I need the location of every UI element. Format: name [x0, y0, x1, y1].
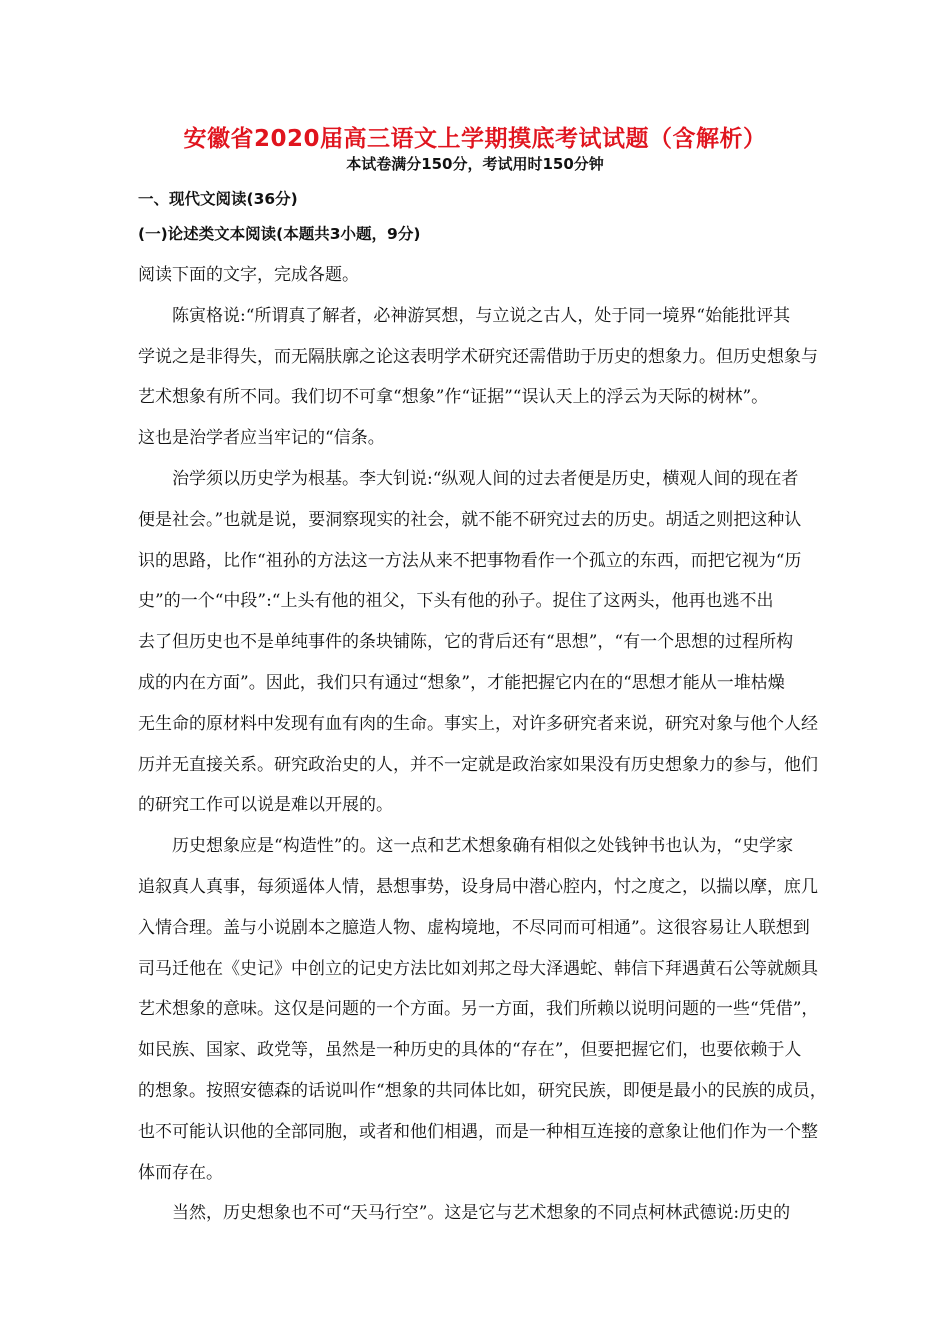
instruction-line: 阅读下面的文字，完成各题。 [138, 265, 359, 285]
paragraph-line: 陈寅格说:“所谓真了解者，必神游冥想，与立说之古人，处于同一境界“始能批评其 [172, 305, 791, 326]
subsection-heading: (一)论述类文本阅读(本题共3小题，9分) [138, 225, 421, 243]
paragraph-line: 追叙真人真事，每须遥体人情，悬想事势，设身局中潜心腔内，忖之度之，以揣以摩，庶几 [138, 876, 818, 897]
paragraph-line: 司马迁他在《史记》中创立的记史方法比如刘邦之母大泽遇蛇、韩信下拜遇黄石公等就颇具 [138, 958, 818, 979]
paragraph-line: 艺术想象有所不同。我们切不可拿“想象”作“证据”“误认天上的浮云为天际的树林”。 [138, 387, 769, 408]
paragraph-line: 体而存在。 [138, 1162, 223, 1183]
paragraph-line: 学说之是非得失，而无隔肤廓之论这表明学术研究还需借助于历史的想象力。但历史想象与 [138, 346, 818, 367]
paragraph-line: 历史想象应是“构造性”的。这一点和艺术想象确有相似之处钱钟书也认为，“史学家 [172, 836, 794, 857]
paragraph-line: 入情合理。盖与小说剧本之臆造人物、虚构境地，不尽同而可相通”。这很容易让人联想到 [138, 917, 810, 938]
document-subtitle: 本试卷满分150分，考试用时150分钟 [346, 155, 604, 173]
paragraph-line: 也不可能认识他的全部同胞，或者和他们相遇，而是一种相互连接的意象让他们作为一个整 [138, 1121, 818, 1142]
section-heading: 一、现代文阅读(36分) [138, 190, 298, 208]
paragraph-line: 的想象。按照安德森的话说叫作“想象的共同体比如，研究民族，即便是最小的民族的成员， [138, 1080, 827, 1101]
paragraph-line: 便是社会。”也就是说，要洞察现实的社会，就不能不研究过去的历史。胡适之则把这种认 [138, 509, 802, 530]
paragraph-line: 识的思路，比作“祖孙的方法这一方法从来不把事物看作一个孤立的东西，而把它视为“历 [138, 550, 802, 571]
paragraph-line: 的研究工作可以说是难以开展的。 [138, 795, 393, 816]
paragraph-line: 如民族、国家、政党等，虽然是一种历史的具体的“存在”，但要把握它们，也要依赖于人 [138, 1040, 802, 1061]
paragraph-line: 当然，历史想象也不可“天马行空”。这是它与艺术想象的不同点柯林武德说:历史的 [172, 1203, 791, 1224]
paragraph-line: 治学须以历史学为根基。李大钊说:“纵观人间的过去者便是历史，横观人间的现在者 [172, 468, 799, 489]
paragraph-line: 艺术想象的意味。这仅是问题的一个方面。另一方面，我们所赖以说明问题的一些“凭借”， [138, 999, 819, 1020]
paragraph-line: 这也是治学者应当牢记的“信条。 [138, 428, 385, 449]
paragraph-line: 史”的一个“中段”:“上头有他的祖父，下头有他的孙子。捉住了这两头，他再也逃不出 [138, 591, 774, 612]
paragraph-line: 成的内在方面”。因此，我们只有通过“想象”，才能把握它内在的“思想才能从一堆枯燥 [138, 672, 785, 693]
paragraph-line: 历并无直接关系。研究政治史的人，并不一定就是政治家如果没有历史想象力的参与，他们 [138, 754, 818, 775]
paragraph-line: 无生命的原材料中发现有血有肉的生命。事实上，对许多研究者来说，研究对象与他个人经 [138, 713, 818, 734]
document-title: 安徽省2020届高三语文上学期摸底考试试题（含解析） [183, 126, 767, 152]
passage-body [138, 255, 827, 1234]
paragraph-line: 去了但历史也不是单纯事件的条块铺陈，它的背后还有“思想”，“有一个思想的过程所构 [138, 632, 794, 653]
